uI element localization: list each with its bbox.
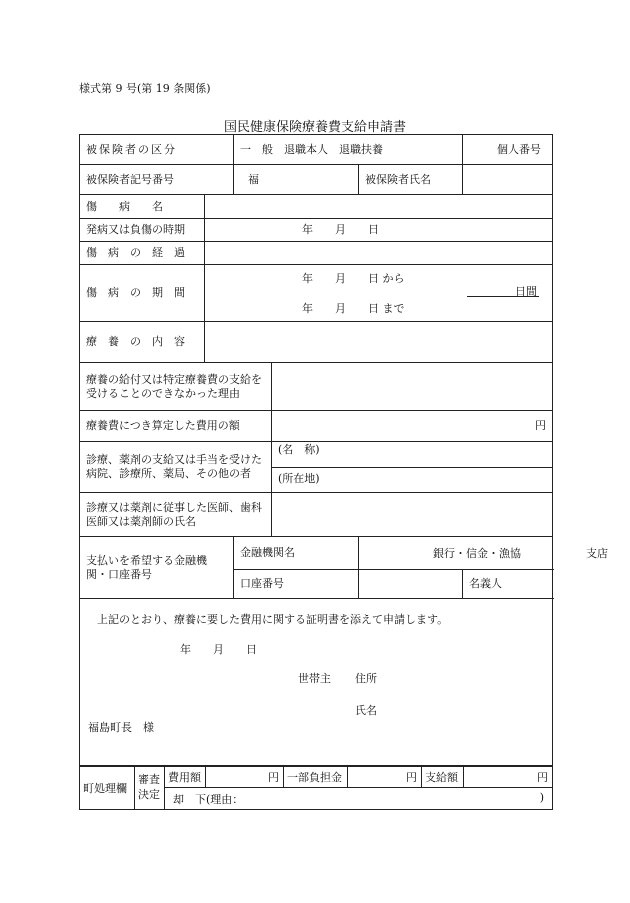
label-disease-course: 傷 病 の 経 過 xyxy=(80,242,205,265)
rejection-field[interactable] xyxy=(165,788,553,810)
label-cost: 費用額 xyxy=(165,766,206,788)
label-name: 氏名 xyxy=(355,704,377,717)
form-number: 様式第 9 号(第 19 条関係) xyxy=(79,82,211,95)
doctor-name-field[interactable] xyxy=(272,493,553,537)
label-insured-category: 被保険者の区分 xyxy=(80,135,234,165)
disease-period-field[interactable] xyxy=(205,265,553,322)
application-form xyxy=(79,134,608,767)
label-partial-burden: 一部負担金 xyxy=(284,766,348,788)
cost-amount-field[interactable] xyxy=(272,411,553,442)
label-institution-name: 金融機関名 xyxy=(234,537,359,570)
addressee: 福島町長 様 xyxy=(88,721,154,734)
disease-name-field[interactable] xyxy=(205,195,553,219)
partial-burden-field[interactable]: 円 xyxy=(348,766,422,788)
label-doctor-name: 診療又は薬剤に従事した医師、歯科医師又は薬剤師の氏名 xyxy=(80,493,272,537)
label-householder: 世帯主 xyxy=(298,672,331,685)
institution-types: 銀行・信金・漁協 xyxy=(433,547,521,560)
rejection-close: ) xyxy=(539,790,544,804)
declaration-date[interactable]: 年 月 日 xyxy=(180,643,257,656)
payment-field[interactable]: 円 xyxy=(464,766,553,788)
onset-date-field[interactable]: 年 月 日 xyxy=(205,219,553,242)
label-review-decision: 審査決定 xyxy=(135,766,165,810)
personal-number-cell[interactable] xyxy=(463,135,553,165)
page-title: 国民健康保険療養費支給申請書 xyxy=(223,120,406,135)
label-account-holder: 名義人 xyxy=(463,570,553,599)
insured-symbol-number-field[interactable]: 福 xyxy=(234,165,359,195)
institution-name-field[interactable] xyxy=(359,537,608,570)
label-insured-symbol-number: 被保険者記号番号 xyxy=(80,165,234,195)
period-to: 年 月 日 まで xyxy=(302,302,405,315)
label-reason: 療養の給付又は特定療養費の支給を受けることのできなかった理由 xyxy=(80,363,272,411)
label-disease-name: 傷 病 名 xyxy=(80,195,205,219)
label-provider-name: (名 称) xyxy=(278,443,320,456)
label-treatment-content: 療 養 の 内 容 xyxy=(80,322,205,363)
cost-field[interactable]: 円 xyxy=(206,766,284,788)
period-days: 日間 xyxy=(515,285,537,298)
label-provider: 診療、薬剤の支給又は手当を受けた病院、診療所、薬局、その他の者 xyxy=(80,442,272,493)
office-use-table xyxy=(79,765,553,810)
yen-unit: 円 xyxy=(535,419,546,433)
period-from: 年 月 日 から xyxy=(302,272,405,285)
provider-name-field[interactable] xyxy=(272,442,553,468)
label-personal-number: 個人番号 xyxy=(497,142,541,156)
disease-course-field[interactable] xyxy=(205,242,553,265)
insured-category-options[interactable]: 一 般 退職本人 退職扶養 xyxy=(234,135,463,165)
label-cost-amount: 療養費につき算定した費用の額 xyxy=(80,411,272,442)
branch-label: 支店 xyxy=(586,547,608,560)
label-office-processing: 町処理欄 xyxy=(80,766,135,810)
label-rejection: 却 下(理由： xyxy=(173,792,244,806)
label-account-number: 口座番号 xyxy=(234,570,359,599)
label-onset-time: 発病又は負傷の時期 xyxy=(80,219,205,242)
label-disease-period: 傷 病 の 期 間 xyxy=(80,265,205,322)
label-provider-address: (所在地) xyxy=(278,472,320,485)
declaration-text: 上記のとおり、療養に要した費用に関する証明書を添えて申請します。 xyxy=(97,613,449,626)
label-address: 住所 xyxy=(355,672,377,685)
reason-field[interactable] xyxy=(272,363,553,411)
insured-name-field[interactable] xyxy=(463,165,553,195)
declaration-section xyxy=(80,599,553,767)
account-number-field[interactable] xyxy=(359,570,463,599)
label-payment: 支給額 xyxy=(422,766,464,788)
treatment-content-field[interactable] xyxy=(205,322,553,363)
label-insured-name: 被保険者氏名 xyxy=(359,165,463,195)
label-bank-account: 支払いを希望する金融機関・口座番号 xyxy=(80,537,234,599)
provider-address-field[interactable] xyxy=(272,468,553,493)
